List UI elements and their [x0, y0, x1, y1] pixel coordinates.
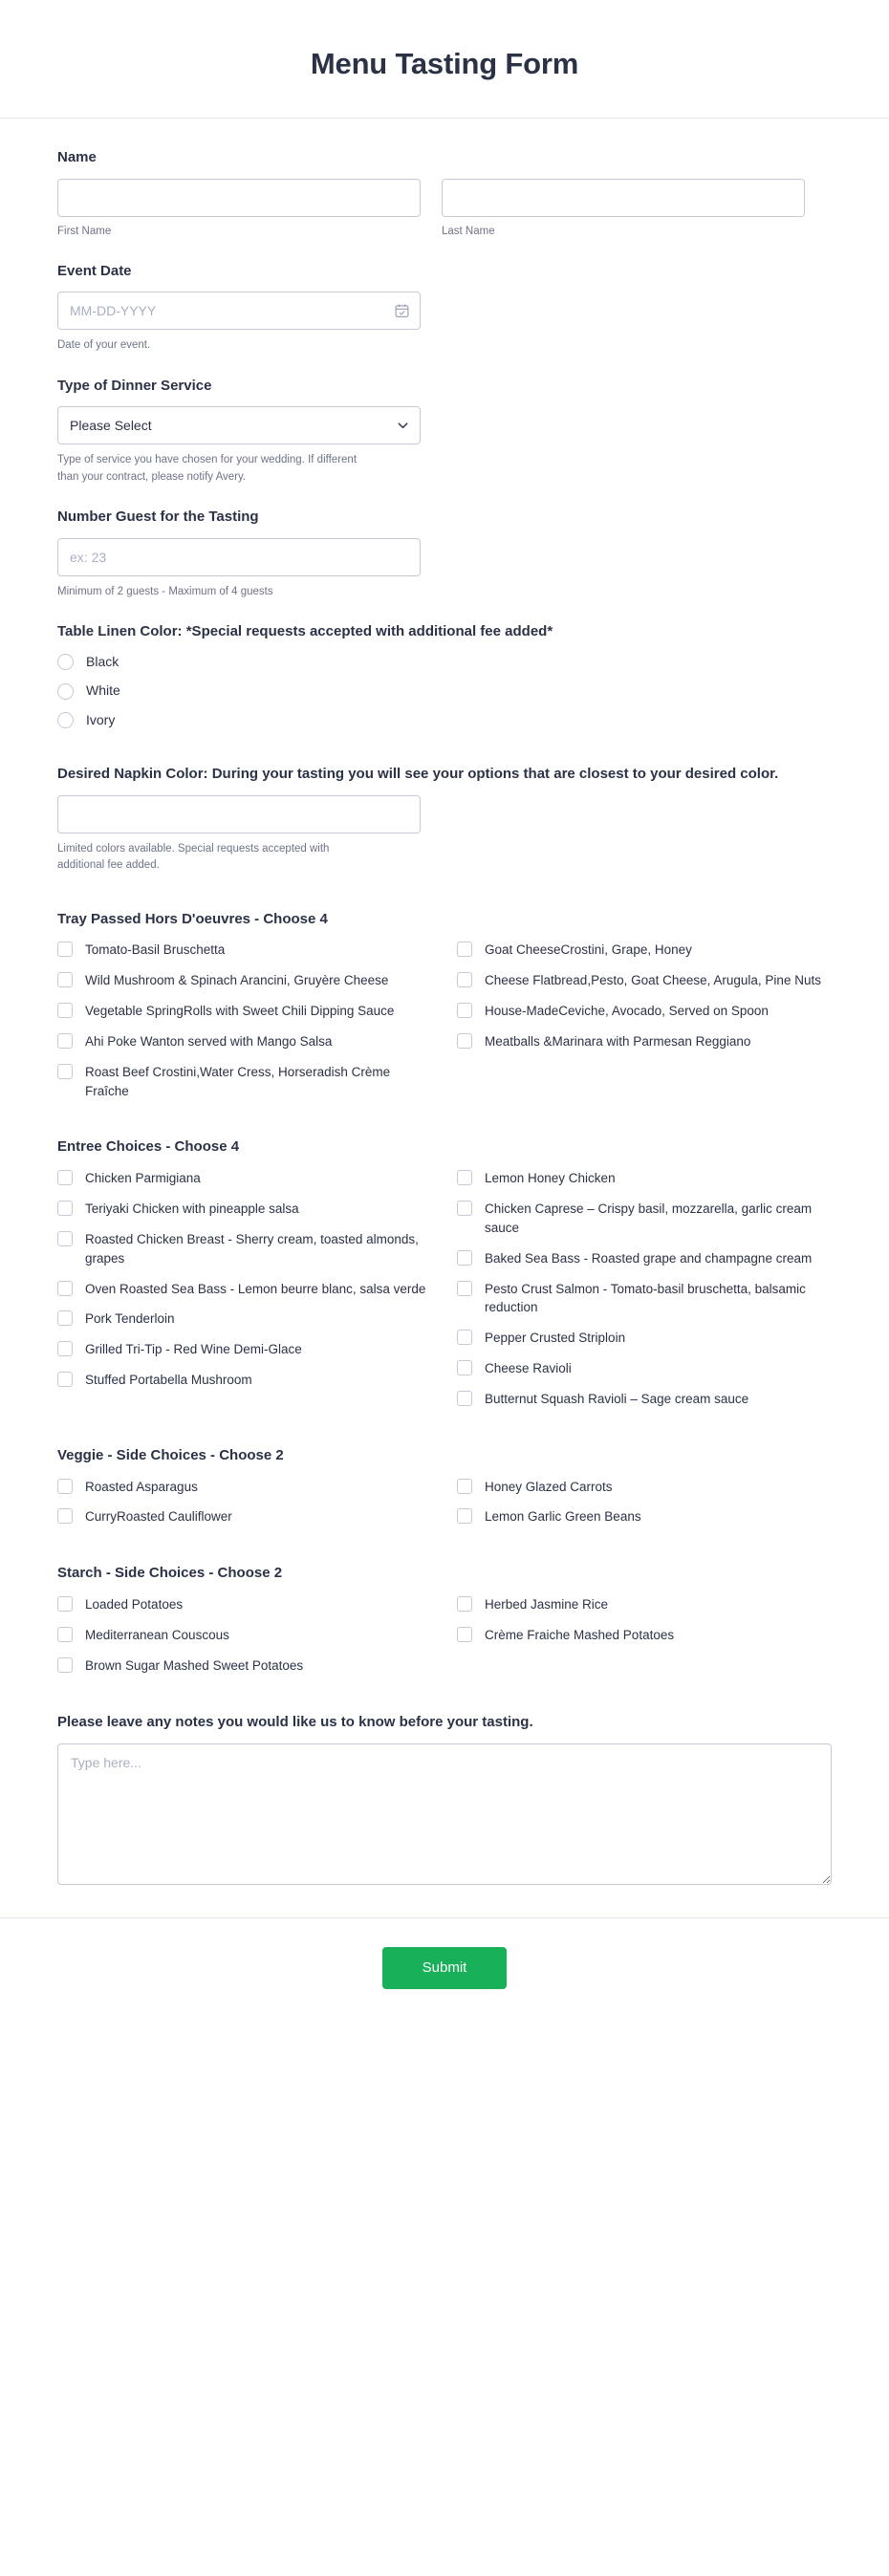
- checkbox-mark: [457, 1250, 472, 1266]
- checkbox-column-left: [57, 941, 432, 1112]
- checkbox-mark: [57, 1003, 73, 1018]
- notes-label: Please leave any notes you would like us to know before your tasting.: [57, 1713, 533, 1730]
- guest-number-wrap: [57, 538, 421, 576]
- page-title: Menu Tasting Form: [310, 47, 579, 80]
- checkbox-label: Oven Roasted Sea Bass - Lemon beurre blanc, salsa verde: [85, 1281, 426, 1296]
- checkbox-option[interactable]: [57, 1002, 432, 1021]
- checkbox-mark: [457, 1627, 472, 1642]
- field-napkin-color: [57, 764, 832, 874]
- field-linen-color: [57, 621, 832, 730]
- checkbox-label: Chicken Caprese – Crispy basil, mozzarella, garlic cream sauce: [485, 1201, 813, 1235]
- checkbox-option[interactable]: [57, 1340, 432, 1359]
- checkbox-mark: [57, 1033, 73, 1049]
- checkbox-mark: [457, 972, 472, 987]
- spacer: [57, 896, 832, 909]
- checkbox-mark: [57, 1372, 73, 1387]
- checkbox-section: [57, 1445, 832, 1538]
- checkbox-label: Grilled Tri-Tip - Red Wine Demi-Glace: [85, 1342, 302, 1357]
- checkbox-option[interactable]: [457, 941, 832, 960]
- checkbox-groups: [57, 909, 832, 1687]
- checkbox-option[interactable]: [57, 1478, 432, 1497]
- checkbox-option[interactable]: [457, 1169, 832, 1188]
- checkbox-label: Pepper Crusted Striploin: [485, 1331, 626, 1346]
- checkbox-grid: [57, 1595, 832, 1687]
- checkbox-column-right: [457, 1169, 832, 1420]
- checkbox-option[interactable]: [57, 1626, 432, 1645]
- checkbox-option[interactable]: [57, 1230, 432, 1268]
- radio-label: Black: [86, 653, 119, 669]
- checkbox-label: Crème Fraiche Mashed Potatoes: [485, 1627, 675, 1642]
- checkbox-label: Brown Sugar Mashed Sweet Potatoes: [85, 1657, 304, 1673]
- name-label: Name: [57, 149, 97, 166]
- checkbox-mark: [457, 1596, 472, 1612]
- checkbox-label: Mediterranean Couscous: [85, 1627, 229, 1642]
- checkbox-mark: [57, 1627, 73, 1642]
- checkbox-grid: [57, 1169, 832, 1420]
- checkbox-mark: [457, 1508, 472, 1524]
- checkbox-label: Wild Mushroom & Spinach Arancini, Gruyère Cheese: [85, 973, 389, 988]
- dinner-service-label: Type of Dinner Service: [57, 377, 212, 394]
- checkbox-option[interactable]: [457, 1249, 832, 1268]
- checkbox-option[interactable]: [457, 1478, 832, 1497]
- checkbox-option[interactable]: [57, 941, 432, 960]
- checkbox-mark: [57, 1341, 73, 1356]
- checkbox-option[interactable]: [457, 1626, 832, 1645]
- checkbox-mark: [57, 1170, 73, 1185]
- checkbox-mark: [57, 1657, 73, 1673]
- checkbox-label: Lemon Garlic Green Beans: [485, 1509, 641, 1525]
- checkbox-group-title: Tray Passed Hors D'oeuvres - Choose 4: [57, 910, 328, 927]
- checkbox-mark: [57, 1479, 73, 1494]
- field-notes: [57, 1712, 832, 1886]
- checkbox-mark: [57, 972, 73, 987]
- checkbox-label: Loaded Potatoes: [85, 1596, 184, 1612]
- field-guest-number: [57, 507, 832, 600]
- checkbox-mark: [457, 1281, 472, 1296]
- checkbox-option[interactable]: [457, 1507, 832, 1526]
- checkbox-mark: [457, 1391, 472, 1406]
- checkbox-mark: [57, 1508, 73, 1524]
- checkbox-label: Roasted Chicken Breast - Sherry cream, toasted almonds, grapes: [85, 1231, 419, 1266]
- first-name-input[interactable]: [57, 179, 421, 217]
- checkbox-option[interactable]: [457, 1390, 832, 1409]
- checkbox-mark: [57, 1231, 73, 1246]
- checkbox-option[interactable]: [57, 1200, 432, 1219]
- checkbox-label: Cheese Flatbread,Pesto, Goat Cheese, Arugula, Pine Nuts: [485, 973, 821, 988]
- form-footer: [0, 1917, 889, 2024]
- event-date-hint: Date of your event.: [57, 339, 151, 352]
- checkbox-label: Ahi Poke Wanton served with Mango Salsa: [85, 1033, 333, 1049]
- dinner-service-select[interactable]: Please Select: [57, 406, 421, 444]
- checkbox-label: Teriyaki Chicken with pineapple salsa: [85, 1201, 299, 1217]
- checkbox-label: Cheese Ravioli: [485, 1361, 572, 1376]
- checkbox-label: Roasted Asparagus: [85, 1479, 198, 1494]
- checkbox-label: Tomato-Basil Bruschetta: [85, 942, 226, 958]
- dinner-service-hint: Type of service you have chosen for your wedding. If different than your contract, please notify Avery.: [57, 454, 358, 483]
- checkbox-label: Stuffed Portabella Mushroom: [85, 1373, 252, 1388]
- spacer: [57, 750, 832, 764]
- first-name-sublabel: First Name: [57, 225, 112, 237]
- form-header: [0, 0, 889, 119]
- checkbox-mark: [457, 942, 472, 957]
- checkbox-option[interactable]: [457, 1280, 832, 1318]
- radio-mark: [57, 683, 74, 700]
- checkbox-mark: [457, 1033, 472, 1049]
- name-row: [57, 179, 832, 240]
- dinner-service-wrap: [57, 406, 421, 444]
- checkbox-grid: [57, 1478, 832, 1539]
- checkbox-option[interactable]: [457, 1359, 832, 1378]
- checkbox-option[interactable]: [57, 1656, 432, 1676]
- field-name: [57, 147, 832, 239]
- checkbox-label: Vegetable SpringRolls with Sweet Chili Dipping Sauce: [85, 1004, 395, 1019]
- checkbox-option[interactable]: [57, 1507, 432, 1526]
- checkbox-grid: [57, 941, 832, 1112]
- checkbox-option[interactable]: [457, 1002, 832, 1021]
- event-date-wrap: [57, 292, 421, 330]
- napkin-color-hint: Limited colors available. Special requests accepted with additional fee added.: [57, 843, 330, 872]
- checkbox-label: Baked Sea Bass - Roasted grape and champagne cream: [485, 1250, 813, 1266]
- checkbox-option[interactable]: [457, 1595, 832, 1614]
- checkbox-label: Chicken Parmigiana: [85, 1171, 201, 1186]
- checkbox-option[interactable]: [457, 971, 832, 990]
- checkbox-label: Pork Tenderloin: [85, 1311, 175, 1327]
- napkin-color-wrap: [57, 795, 421, 833]
- checkbox-option[interactable]: [57, 1280, 432, 1299]
- checkbox-column-right: [457, 941, 832, 1112]
- checkbox-option[interactable]: [57, 1595, 432, 1614]
- checkbox-mark: [457, 1479, 472, 1494]
- checkbox-option[interactable]: [57, 1169, 432, 1188]
- checkbox-label: Honey Glazed Carrots: [485, 1479, 613, 1494]
- checkbox-label: Goat CheeseCrostini, Grape, Honey: [485, 942, 692, 958]
- checkbox-column-left: [57, 1478, 432, 1539]
- napkin-color-label: Desired Napkin Color: During your tasting you will see your options that are closest to your desired color.: [57, 766, 779, 783]
- checkbox-label: Herbed Jasmine Rice: [485, 1596, 609, 1612]
- napkin-color-input[interactable]: [57, 795, 421, 833]
- checkbox-option[interactable]: [457, 1200, 832, 1238]
- linen-color-radio-group: [57, 653, 832, 730]
- checkbox-column-right: [457, 1478, 832, 1539]
- radio-label: Ivory: [86, 711, 116, 727]
- checkbox-mark: [457, 1170, 472, 1185]
- linen-color-label: Table Linen Color: *Special requests accepted with additional fee added*: [57, 622, 553, 639]
- checkbox-group-title: Entree Choices - Choose 4: [57, 1138, 240, 1156]
- radio-label: White: [86, 682, 120, 699]
- field-event-date: [57, 261, 832, 355]
- checkbox-option[interactable]: [57, 1063, 432, 1101]
- checkbox-label: Butternut Squash Ravioli – Sage cream sauce: [485, 1391, 749, 1406]
- field-dinner-service: [57, 376, 832, 486]
- radio-option-black[interactable]: [57, 653, 832, 672]
- form-body: [0, 119, 889, 1885]
- last-name-input[interactable]: [442, 179, 805, 217]
- checkbox-label: CurryRoasted Cauliflower: [85, 1509, 232, 1525]
- checkbox-label: Meatballs &Marinara with Parmesan Reggiano: [485, 1033, 751, 1049]
- checkbox-mark: [57, 1310, 73, 1326]
- checkbox-mark: [57, 1064, 73, 1079]
- checkbox-option[interactable]: [457, 1329, 832, 1348]
- checkbox-label: Lemon Honey Chicken: [485, 1171, 616, 1186]
- checkbox-label: House-MadeCeviche, Avocado, Served on Spoon: [485, 1004, 769, 1019]
- checkbox-option[interactable]: [57, 1371, 432, 1390]
- checkbox-mark: [457, 1330, 472, 1345]
- checkbox-column-left: [57, 1169, 432, 1420]
- checkbox-group-title: Starch - Side Choices - Choose 2: [57, 1565, 283, 1582]
- checkbox-option[interactable]: [457, 1032, 832, 1051]
- checkbox-group-title: Veggie - Side Choices - Choose 2: [57, 1446, 284, 1463]
- checkbox-option[interactable]: [57, 1032, 432, 1051]
- radio-mark: [57, 654, 74, 670]
- checkbox-section: [57, 909, 832, 1113]
- checkbox-mark: [57, 1201, 73, 1216]
- guest-number-input[interactable]: [57, 538, 421, 576]
- checkbox-label: Roast Beef Crostini,Water Cress, Horseradish Crème Fraîche: [85, 1064, 391, 1098]
- checkbox-column-left: [57, 1595, 432, 1687]
- first-name-col: [57, 179, 421, 240]
- checkbox-section: [57, 1136, 832, 1419]
- checkbox-mark: [57, 1281, 73, 1296]
- event-date-label: Event Date: [57, 262, 132, 279]
- last-name-sublabel: Last Name: [442, 225, 495, 237]
- checkbox-option[interactable]: [57, 971, 432, 990]
- radio-option-ivory[interactable]: [57, 711, 832, 730]
- checkbox-mark: [457, 1003, 472, 1018]
- checkbox-mark: [457, 1201, 472, 1216]
- last-name-col: [442, 179, 805, 240]
- notes-textarea[interactable]: [57, 1743, 832, 1885]
- checkbox-label: Pesto Crust Salmon - Tomato-basil bruschetta, balsamic reduction: [485, 1281, 806, 1315]
- checkbox-section: [57, 1563, 832, 1686]
- guest-number-label: Number Guest for the Tasting: [57, 508, 259, 525]
- checkbox-mark: [457, 1360, 472, 1375]
- checkbox-option[interactable]: [57, 1310, 432, 1329]
- guest-number-hint: Minimum of 2 guests - Maximum of 4 guests: [57, 585, 273, 597]
- checkbox-mark: [57, 1596, 73, 1612]
- checkbox-mark: [57, 942, 73, 957]
- checkbox-column-right: [457, 1595, 832, 1687]
- radio-option-white[interactable]: [57, 682, 832, 701]
- submit-button[interactable]: Submit: [382, 1947, 507, 1989]
- event-date-input[interactable]: [57, 292, 421, 330]
- radio-mark: [57, 712, 74, 728]
